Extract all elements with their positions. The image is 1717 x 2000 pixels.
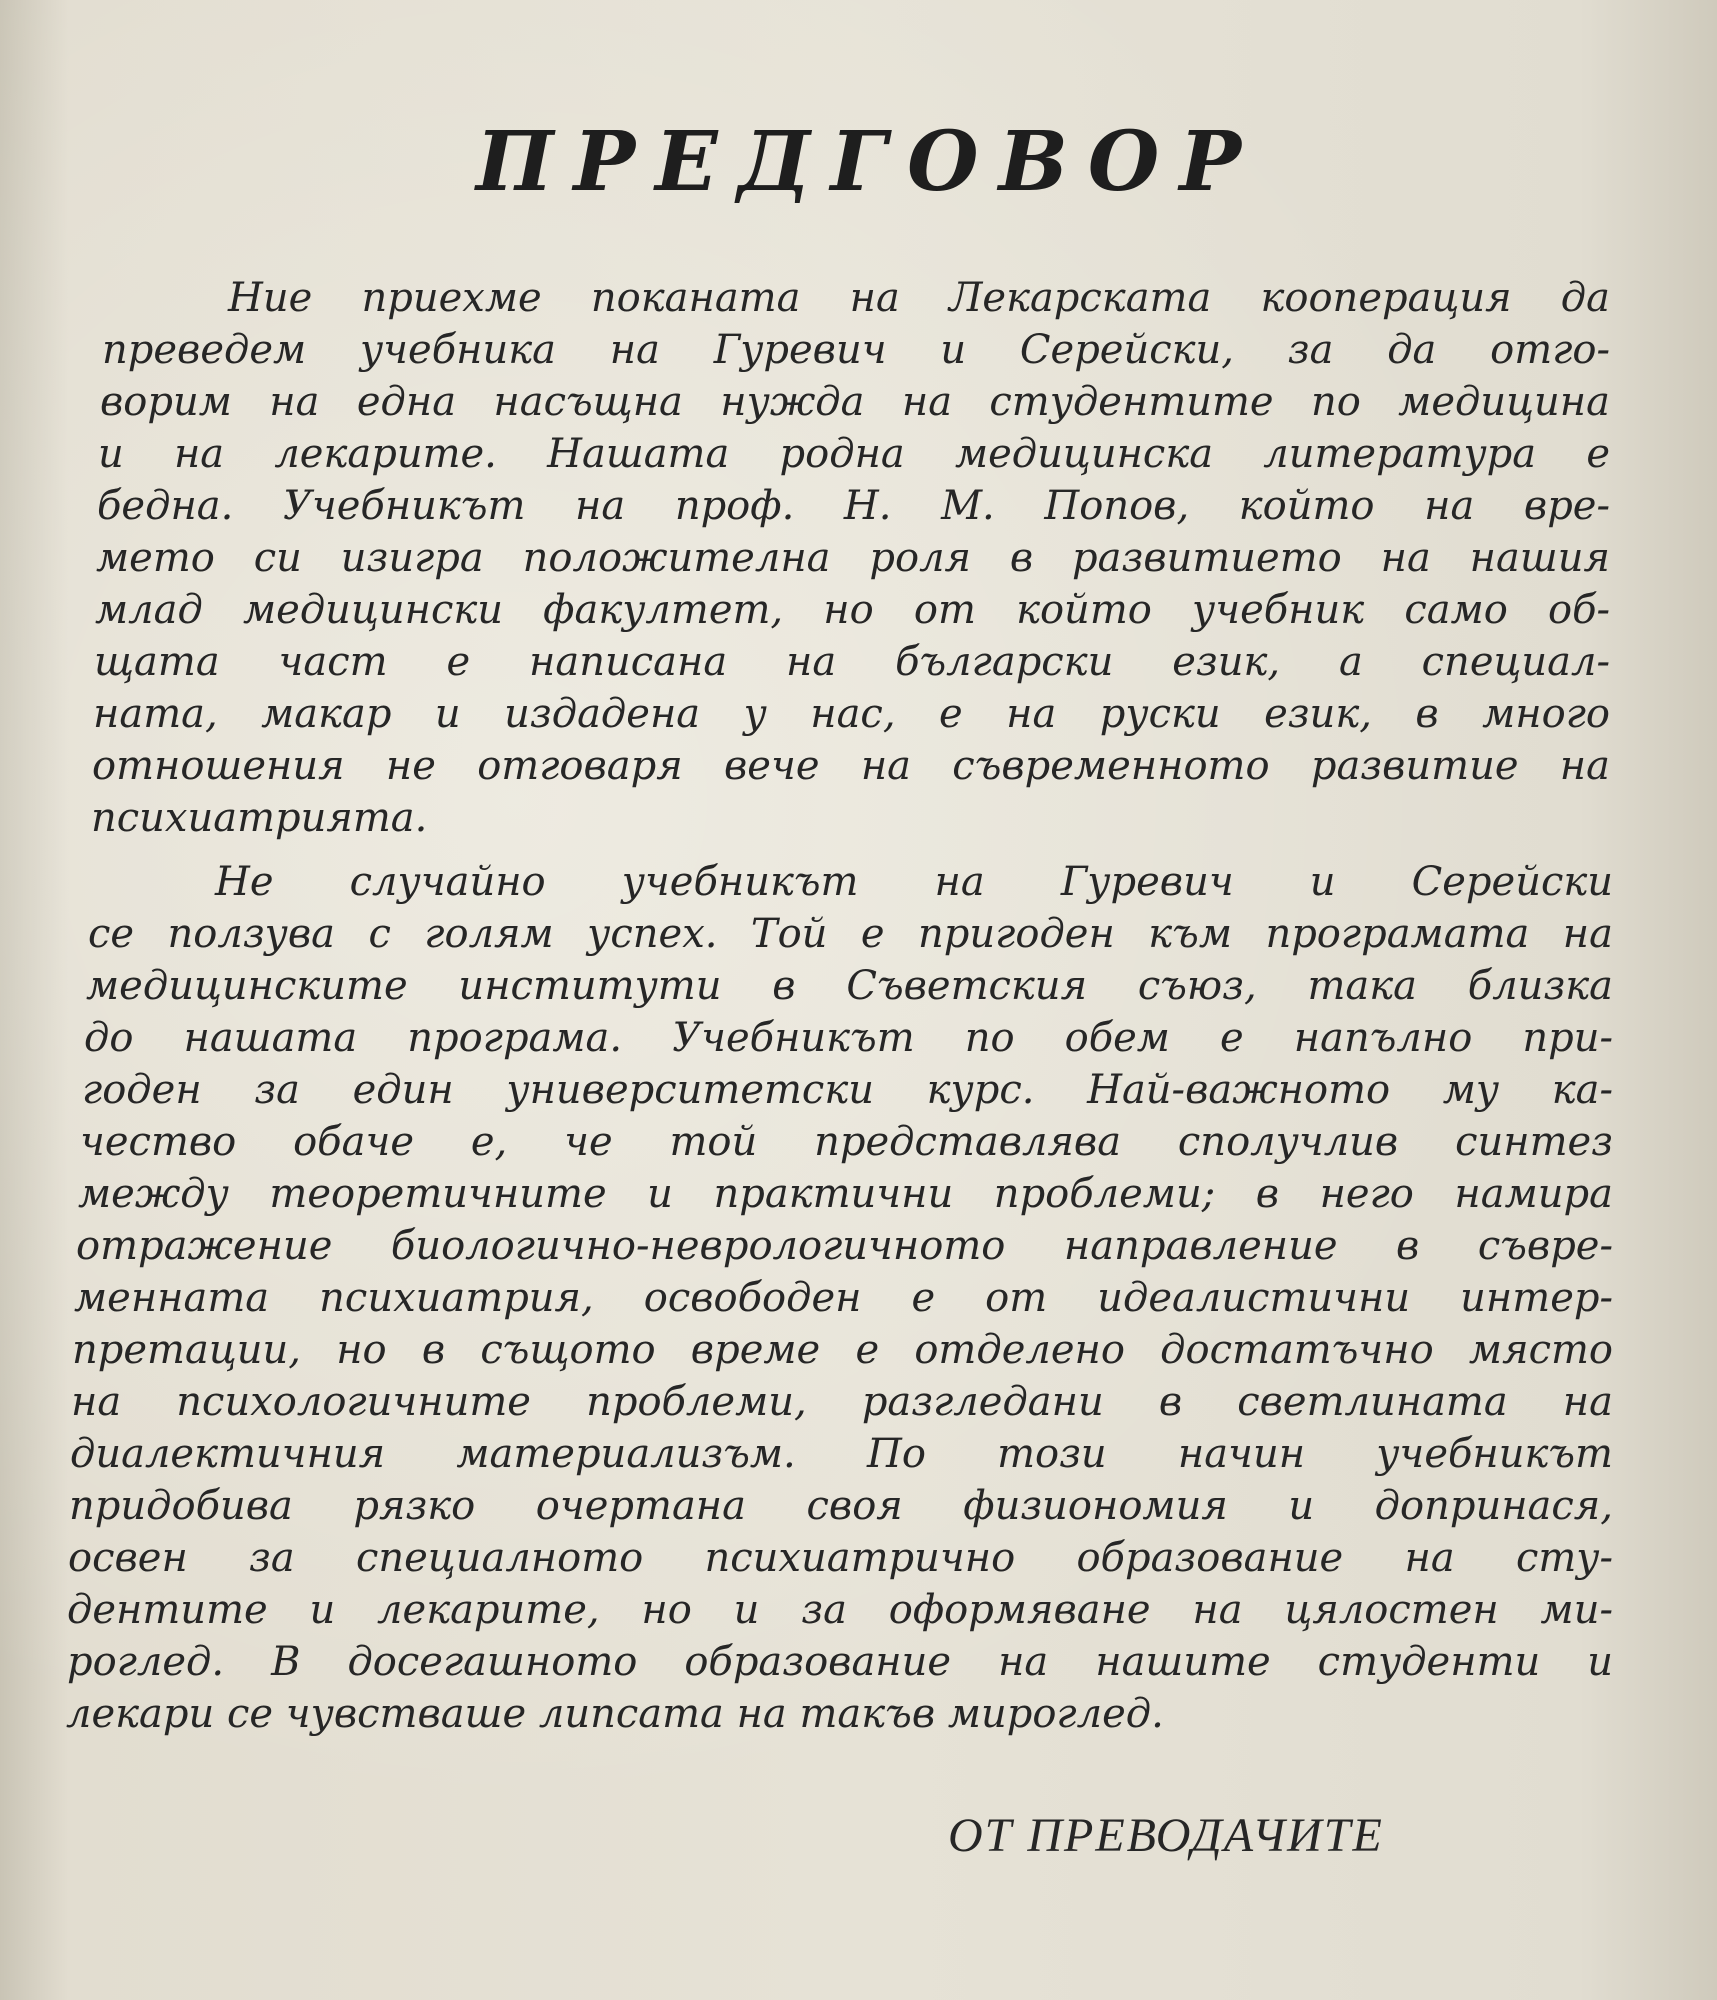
text-line: до нашата програма. Учебникът по обем е напълно при- bbox=[84, 1015, 1613, 1061]
text-line: преведем учебника на Гуревич и Серейски, за да отго- bbox=[102, 327, 1610, 373]
text-line: Ние приехме поканата на Лекарската кооперация да bbox=[228, 275, 1610, 321]
text-line: се ползува с голям успех. Той е пригоден към програмата на bbox=[88, 911, 1613, 957]
text-line: отражение биологично-неврологичното направление в съвре- bbox=[76, 1223, 1613, 1269]
text-line: дентите и лекарите, но и за оформяване на цялостен ми- bbox=[67, 1587, 1613, 1633]
text-line-last: психиатрията. bbox=[91, 795, 428, 841]
text-line: годен за един университетски курс. Най-важното му ка- bbox=[82, 1067, 1613, 1113]
text-line: между теоретичните и практични проблеми; в него намира bbox=[78, 1171, 1613, 1217]
text-line: млад медицински факултет, но от който учебник само об- bbox=[95, 587, 1610, 633]
text-line: и на лекарите. Нашата родна медицинска литература е bbox=[98, 431, 1610, 477]
page-title: ПРЕДГОВОР bbox=[476, 114, 1261, 210]
text-line: щата част е написана на български език, а специал- bbox=[94, 639, 1610, 685]
text-line: мето си изигра положителна роля в развитието на нашия bbox=[96, 535, 1610, 581]
text-line: чество обаче е, че той представлява сполучлив синтез bbox=[80, 1119, 1613, 1165]
text-line: ната, макар и издадена у нас, е на руски език, в много bbox=[93, 691, 1610, 737]
text-line: ворим на една насъщна нужда на студентите по медицина bbox=[100, 379, 1610, 425]
text-line: менната психиатрия, освободен е от идеалистични интер- bbox=[74, 1275, 1613, 1321]
text-line: медицинските институти в Съветския съюз, така близка bbox=[86, 963, 1613, 1009]
text-line: Не случайно учебникът на Гуревич и Серейски bbox=[215, 859, 1613, 905]
text-line: освен за специалното психиатрично образование на сту- bbox=[68, 1535, 1613, 1581]
text-line: роглед. В досегашното образование на нашите студенти и bbox=[67, 1639, 1613, 1685]
text-line: диалектичния материализъм. По този начин учебникът bbox=[70, 1431, 1613, 1477]
text-line: претации, но в същото време е отделено достатъчно място bbox=[72, 1327, 1613, 1373]
signature: ОТ ПРЕВОДАЧИТЕ bbox=[948, 1809, 1384, 1862]
text-line-last: лекари се чувстваше липсата на такъв мироглед. bbox=[66, 1691, 1164, 1737]
text-line: бедна. Учебникът на проф. Н. М. Попов, който на вре- bbox=[97, 483, 1610, 529]
text-line: на психологичните проблеми, разгледани в светлината на bbox=[71, 1379, 1613, 1425]
text-line: придобива рязко очертана своя физиономия и допринася, bbox=[69, 1483, 1613, 1529]
text-line: отношения не отговаря вече на съвременното развитие на bbox=[92, 743, 1610, 789]
